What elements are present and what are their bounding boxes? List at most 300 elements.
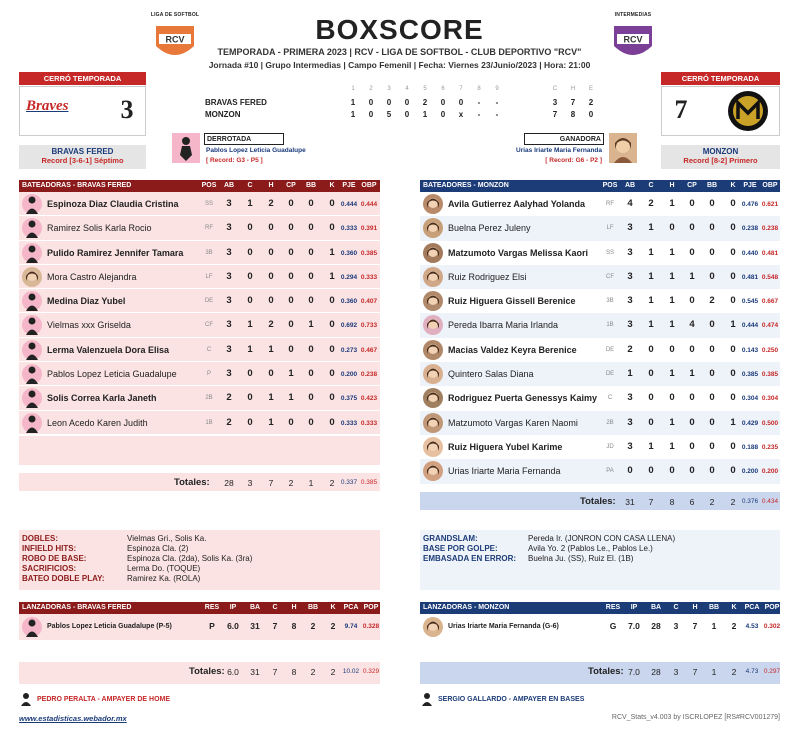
note-label: EMBASADA EN ERROR: <box>423 554 517 563</box>
batter-row <box>420 241 780 265</box>
player-name: Quintero Salas Diana <box>448 369 534 380</box>
note-value: Espinoza Cla. (2da), Solis Ka. (3ra) <box>127 554 253 563</box>
home-batting-header <box>420 180 780 192</box>
total-c: 3 <box>247 477 253 488</box>
player-avatar <box>22 267 42 287</box>
player-avatar <box>423 413 443 433</box>
total-obp: 0.385 <box>360 478 378 486</box>
pitcher-avatar <box>423 617 443 637</box>
total-k: 2 <box>330 667 336 677</box>
linescore-home-cell: 5 <box>386 110 392 119</box>
total-cp: 2 <box>288 477 294 488</box>
stat-k: 0 <box>329 319 335 331</box>
stat-obp: 0.385 <box>761 371 779 379</box>
player-name: Lerma Valenzuela Dora Elisa <box>47 344 170 355</box>
stat-obp: 0.423 <box>360 395 378 403</box>
player-avatar <box>423 340 443 360</box>
column-header: BB <box>305 182 317 189</box>
player-avatar <box>22 388 42 408</box>
stat-bb: 0 <box>308 392 314 404</box>
stat-ab: 3 <box>226 222 232 234</box>
stat-c: 1 <box>648 222 654 234</box>
total-ba: 28 <box>651 667 661 677</box>
stat-cp: 0 <box>288 198 294 209</box>
note-label: GRANDSLAM: <box>423 534 478 543</box>
stat-pos: JD <box>606 443 614 450</box>
column-header: BB <box>307 604 319 611</box>
losing-pitcher-name: Pablos Lopez Leticia Guadalupe <box>206 147 306 154</box>
stat-cp: 1 <box>689 270 695 282</box>
stat-pos: LF <box>606 225 614 232</box>
away-batting-totals <box>19 473 380 491</box>
batter-row <box>420 313 780 337</box>
batter-row <box>420 216 780 240</box>
stat-ab: 4 <box>627 198 633 209</box>
umpire-icon <box>420 692 434 706</box>
stat-k: 0 <box>730 270 736 282</box>
batter-row <box>420 265 780 289</box>
stat-cp: 0 <box>689 246 695 258</box>
away-team-info <box>19 145 146 169</box>
stat-ab: 3 <box>226 343 232 355</box>
player-name: Macias Valdez Keyra Berenice <box>448 344 577 355</box>
stat-h: 1 <box>268 416 274 428</box>
linescore-header-cell: 6 <box>441 86 445 92</box>
stat-pos: DE <box>605 346 615 353</box>
home-umpire-name: PEDRO PERALTA - AMPAYER DE HOME <box>37 695 171 703</box>
braves-logo-text: Braves <box>26 98 69 114</box>
stat-pos: RF <box>606 201 614 207</box>
stat-bb: 0 <box>709 270 715 282</box>
pitch-stat-bb: 1 <box>711 621 717 631</box>
column-header: IP <box>229 604 237 611</box>
stat-obp: 0.474 <box>761 322 779 330</box>
stat-c: 1 <box>648 270 654 282</box>
stat-pos: 1B <box>606 322 614 329</box>
player-name: Urias Iriarte Maria Fernanda <box>448 466 561 477</box>
stat-h: 1 <box>268 343 274 355</box>
stat-k: 0 <box>730 368 736 380</box>
stat-pos: C <box>206 346 212 353</box>
total-cp: 6 <box>689 496 695 507</box>
stat-bb: 0 <box>709 319 715 331</box>
stat-bb: 0 <box>709 392 715 404</box>
stat-h: 0 <box>268 246 274 258</box>
stat-bb: 0 <box>308 246 314 258</box>
total-bb: 2 <box>709 496 715 507</box>
stat-c: 0 <box>247 295 253 307</box>
stat-k: 1 <box>730 416 736 428</box>
linescore-away-cell: 0 <box>458 98 464 107</box>
away-pitching-header <box>19 602 380 614</box>
pitch-stat-h: 7 <box>692 621 698 631</box>
stat-h: 1 <box>669 319 675 331</box>
stat-pos: SS <box>605 249 614 256</box>
linescore-home-cell: 8 <box>570 110 576 119</box>
home-notes <box>420 530 780 590</box>
monzon-logo-icon <box>724 89 772 133</box>
player-avatar <box>423 243 443 263</box>
note-value: Lerma Do. (TOQUE) <box>127 564 201 573</box>
stat-bb: 0 <box>308 270 314 282</box>
stat-obp: 0.733 <box>360 322 378 330</box>
stat-bb: 0 <box>308 198 314 209</box>
totals-label: Totales: <box>588 666 624 677</box>
stat-cp: 0 <box>288 246 294 258</box>
batter-row <box>19 241 380 265</box>
column-header: PJE <box>743 182 757 189</box>
stat-pos: CF <box>205 322 213 329</box>
column-header: H <box>692 604 698 611</box>
stat-obp: 0.548 <box>761 273 779 281</box>
winning-pitcher-record: [ Record: G6 - P2 ] <box>545 157 602 164</box>
stat-obp: 0.385 <box>360 249 378 257</box>
linescore <box>205 86 605 126</box>
stat-bb: 2 <box>709 295 715 307</box>
home-batting-table <box>420 180 780 510</box>
stat-obp: 0.238 <box>761 225 779 233</box>
stat-avg: 0.200 <box>741 468 759 476</box>
stat-cp: 0 <box>288 270 294 282</box>
total-ba: 31 <box>250 667 260 677</box>
pitch-stat-ip: 7.0 <box>628 621 640 631</box>
total-ab: 31 <box>625 496 635 507</box>
pitch-stat-h: 8 <box>291 621 297 631</box>
pitch-stat-k: 2 <box>330 621 336 631</box>
home-team-record: Record [8-2] Primero <box>683 156 758 165</box>
linescore-away-cell: 3 <box>552 98 558 107</box>
stat-bb: 0 <box>709 246 715 258</box>
stat-ab: 3 <box>226 246 232 258</box>
batter-row <box>19 386 380 410</box>
pitch-stat-pca: 4.53 <box>745 623 759 630</box>
linescore-header-cell: 2 <box>369 86 373 92</box>
column-header: PJE <box>342 182 356 189</box>
linescore-header-cell: C <box>552 86 558 92</box>
column-header: PCA <box>744 604 760 611</box>
linescore-home-cell: 7 <box>552 110 558 119</box>
stat-cp: 0 <box>288 222 294 234</box>
stat-k: 0 <box>730 343 736 355</box>
player-avatar <box>423 315 443 335</box>
linescore-header-cell: 7 <box>459 86 463 92</box>
column-header: IP <box>630 604 638 611</box>
total-pop: 0.329 <box>362 668 380 675</box>
totals-label: Totales: <box>580 495 616 507</box>
total-k: 2 <box>731 667 737 677</box>
column-header: CP <box>286 182 296 189</box>
stat-h: 0 <box>669 392 675 404</box>
player-avatar <box>22 413 42 433</box>
stat-avg: 0.360 <box>340 298 358 306</box>
stat-ab: 3 <box>627 222 633 234</box>
linescore-away-cell: 0 <box>440 98 446 107</box>
player-avatar <box>22 243 42 263</box>
stat-c: 2 <box>648 198 654 209</box>
away-batting-title: BATEADORAS - BRAVAS FERED <box>22 182 132 189</box>
stat-obp: 0.621 <box>761 201 779 208</box>
losing-pitcher-label: DERROTADA <box>204 133 284 145</box>
home-status-badge: CERRÓ TEMPORADA <box>661 72 780 85</box>
stat-ab: 3 <box>627 392 633 404</box>
total-k: 2 <box>730 496 736 507</box>
stat-obp: 0.467 <box>360 346 378 354</box>
pitcher-name: Urias Iriarte Maria Fernanda (G-6) <box>448 623 559 630</box>
away-batting-table <box>19 180 380 491</box>
note-label: BATEO DOBLE PLAY: <box>22 574 105 583</box>
stat-cp: 0 <box>689 416 695 428</box>
player-avatar <box>22 315 42 335</box>
column-header: POS <box>201 182 217 189</box>
stat-avg: 0.444 <box>741 322 759 330</box>
column-header: H <box>669 182 675 189</box>
stat-pos: P <box>206 371 211 378</box>
away-batting-header <box>19 180 380 192</box>
stat-pos: RF <box>205 225 213 232</box>
player-name: Medina Diaz Yubel <box>47 296 126 307</box>
linescore-header-cell: E <box>588 86 593 92</box>
stat-obp: 0.667 <box>761 298 779 306</box>
column-header: K <box>329 182 335 189</box>
stat-k: 1 <box>730 319 736 331</box>
pitch-stat-pca: 9.74 <box>344 623 358 630</box>
winning-pitcher-avatar <box>609 133 637 163</box>
stat-ab: 0 <box>627 465 633 477</box>
linescore-away-cell: 0 <box>386 98 392 107</box>
away-runs: 3 <box>120 95 134 124</box>
stat-cp: 4 <box>689 319 695 331</box>
stat-cp: 0 <box>689 222 695 234</box>
stat-c: 0 <box>247 368 253 380</box>
player-avatar <box>423 364 443 384</box>
player-avatar <box>22 340 42 360</box>
batter-row <box>19 362 380 386</box>
winning-pitcher-label: GANADORA <box>524 133 604 145</box>
losing-pitcher-avatar <box>172 133 200 163</box>
stat-avg: 0.429 <box>741 419 759 427</box>
player-avatar <box>423 437 443 457</box>
home-pitching-title: LANZADORAS - MONZON <box>423 604 510 611</box>
stat-ab: 3 <box>627 416 633 428</box>
winning-pitcher-name: Urias Iriarte Maria Fernanda <box>516 147 602 154</box>
column-header: C <box>673 604 679 611</box>
player-name: Ruiz Higuera Yubel Karime <box>448 441 563 452</box>
player-name: Pulido Ramirez Jennifer Tamara <box>47 247 184 258</box>
stat-pos: PA <box>606 468 614 475</box>
stat-pos: CF <box>606 273 614 280</box>
stat-obp: 0.235 <box>761 443 779 451</box>
linescore-away-cell: - <box>495 98 499 107</box>
stat-avg: 0.333 <box>340 225 358 233</box>
column-header: C <box>247 182 253 189</box>
stat-pos: DE <box>204 298 214 305</box>
linescore-header-cell: 5 <box>423 86 427 92</box>
player-name: Ramirez Solis Karla Rocio <box>47 223 152 234</box>
stat-bb: 0 <box>709 416 715 428</box>
stat-h: 1 <box>669 416 675 428</box>
batter-row <box>19 411 380 435</box>
stat-c: 1 <box>247 319 253 331</box>
page-title: BOXSCORE <box>315 14 484 45</box>
away-notes <box>19 530 380 590</box>
stat-ab: 3 <box>226 368 232 380</box>
linescore-away-cell: 1 <box>350 98 356 107</box>
note-value: Vielmas Gri., Solis Ka. <box>127 534 207 543</box>
stat-bb: 1 <box>308 319 314 331</box>
linescore-home-cell: 1 <box>350 110 356 119</box>
player-avatar <box>22 291 42 311</box>
stat-obp: 0.333 <box>360 273 378 281</box>
losing-pitcher-record: [ Record: G3 - P5 ] <box>206 157 263 164</box>
total-bb: 2 <box>310 667 316 677</box>
player-name: Ruiz Rodriguez Elsi <box>448 271 527 282</box>
stat-avg: 0.440 <box>741 249 759 257</box>
player-avatar <box>423 267 443 287</box>
stat-avg: 0.304 <box>741 395 759 403</box>
stat-h: 1 <box>669 295 675 307</box>
pitch-stat-ba: 31 <box>250 621 260 631</box>
total-bb: 1 <box>308 477 314 488</box>
stat-k: 0 <box>730 392 736 404</box>
stat-avg: 0.143 <box>741 346 759 354</box>
column-header: OBP <box>361 182 377 189</box>
column-header: POS <box>602 182 618 189</box>
batter-row <box>19 289 380 313</box>
stat-bb: 0 <box>308 416 314 428</box>
total-c: 7 <box>648 496 654 507</box>
stat-obp: 0.333 <box>360 419 378 427</box>
column-header: BB <box>708 604 720 611</box>
stat-obp: 0.304 <box>761 395 779 403</box>
column-header: CP <box>687 182 697 189</box>
stat-cp: 1 <box>288 368 294 380</box>
batter-row <box>19 313 380 337</box>
stat-obp: 0.250 <box>761 346 779 354</box>
stat-avg: 0.481 <box>741 273 759 281</box>
stat-k: 1 <box>329 270 335 282</box>
home-team-name: MONZON <box>702 147 739 156</box>
home-batting-totals <box>420 492 780 510</box>
stat-bb: 0 <box>709 222 715 234</box>
note-label: INFIELD HITS: <box>22 544 77 553</box>
stat-ab: 2 <box>627 343 633 355</box>
linescore-header-cell: 1 <box>351 86 355 92</box>
column-header: C <box>272 604 278 611</box>
stat-cp: 0 <box>689 392 695 404</box>
stat-c: 0 <box>648 343 654 355</box>
stat-avg: 0.692 <box>340 322 358 330</box>
player-name: Mora Castro Alejandra <box>47 271 137 282</box>
stat-bb: 0 <box>709 440 715 452</box>
stat-bb: 0 <box>308 222 314 234</box>
column-header: K <box>330 604 336 611</box>
player-name: Leon Acedo Karen Judith <box>47 417 148 428</box>
stat-avg: 0.200 <box>340 371 358 379</box>
stat-cp: 0 <box>689 198 695 209</box>
home-umpire <box>19 692 170 706</box>
player-name: Matzumoto Vargas Melissa Kaori <box>448 247 589 258</box>
stat-c: 1 <box>648 319 654 331</box>
total-pop: 0.297 <box>763 668 781 675</box>
pitch-stat-bb: 2 <box>310 621 316 631</box>
linescore-away-name: BRAVAS FERED <box>205 98 267 107</box>
batter-row <box>19 265 380 289</box>
totals-label: Totales: <box>189 666 225 677</box>
column-header: BA <box>249 604 261 611</box>
pitch-stat-c: 3 <box>673 621 679 631</box>
total-k: 2 <box>329 477 335 488</box>
batter-row <box>420 338 780 362</box>
stat-pos: 1B <box>205 419 213 426</box>
stat-c: 0 <box>247 392 253 404</box>
stat-bb: 0 <box>709 368 715 380</box>
stat-k: 0 <box>329 368 335 380</box>
bases-umpire-name: SERGIO GALLARDO - AMPAYER EN BASES <box>438 695 585 703</box>
batter-row <box>19 216 380 240</box>
home-runs: 7 <box>674 95 688 124</box>
column-header: H <box>268 182 274 189</box>
stat-h: 0 <box>669 465 675 477</box>
column-header: BA <box>650 604 662 611</box>
stat-avg: 0.385 <box>741 371 759 379</box>
stat-cp: 0 <box>689 465 695 477</box>
column-header: RES <box>605 604 621 611</box>
stat-c: 0 <box>648 368 654 380</box>
stat-bb: 0 <box>709 343 715 355</box>
linescore-header-cell: 9 <box>495 86 499 92</box>
player-avatar <box>423 291 443 311</box>
batter-row <box>19 192 380 216</box>
batter-row <box>420 459 780 483</box>
stat-h: 1 <box>669 270 675 282</box>
total-h: 7 <box>268 477 274 488</box>
stat-bb: 0 <box>308 295 314 307</box>
pitcher-avatar <box>22 617 42 637</box>
stat-ab: 3 <box>627 270 633 282</box>
stat-obp: 0.407 <box>360 298 378 306</box>
totals-label: Totales: <box>174 476 210 488</box>
total-c: 3 <box>673 667 679 677</box>
stat-c: 1 <box>648 440 654 452</box>
stat-h: 0 <box>268 222 274 234</box>
away-team-record: Record [3-6-1] Séptimo <box>41 156 124 165</box>
stat-cp: 0 <box>689 295 695 307</box>
stat-h: 0 <box>669 222 675 234</box>
right-logo-caption: INTERMEDIAS <box>614 12 652 18</box>
stat-ab: 3 <box>226 319 232 331</box>
website-link[interactable]: www.estadisticas.webador.mx <box>19 714 127 723</box>
stat-k: 0 <box>329 222 335 234</box>
stat-cp: 0 <box>288 295 294 307</box>
column-header: BB <box>706 182 718 189</box>
linescore-home-cell: 1 <box>422 110 428 119</box>
stat-avg: 0.333 <box>340 419 358 427</box>
player-avatar <box>22 218 42 238</box>
linescore-away-cell: 2 <box>422 98 428 107</box>
column-header: C <box>648 182 654 189</box>
pitch-stat-c: 7 <box>272 621 278 631</box>
note-value: Pereda Ir. (JONRON CON CASA LLENA) <box>528 534 676 543</box>
stat-pos: 3B <box>205 249 213 256</box>
stat-ab: 2 <box>226 416 232 428</box>
stat-c: 0 <box>247 416 253 428</box>
stat-h: 0 <box>669 343 675 355</box>
player-name: Buelna Perez Juleny <box>448 223 531 234</box>
linescore-away-cell: 0 <box>368 98 374 107</box>
total-h: 8 <box>669 496 675 507</box>
stat-k: 0 <box>730 246 736 258</box>
stat-k: 0 <box>329 343 335 355</box>
